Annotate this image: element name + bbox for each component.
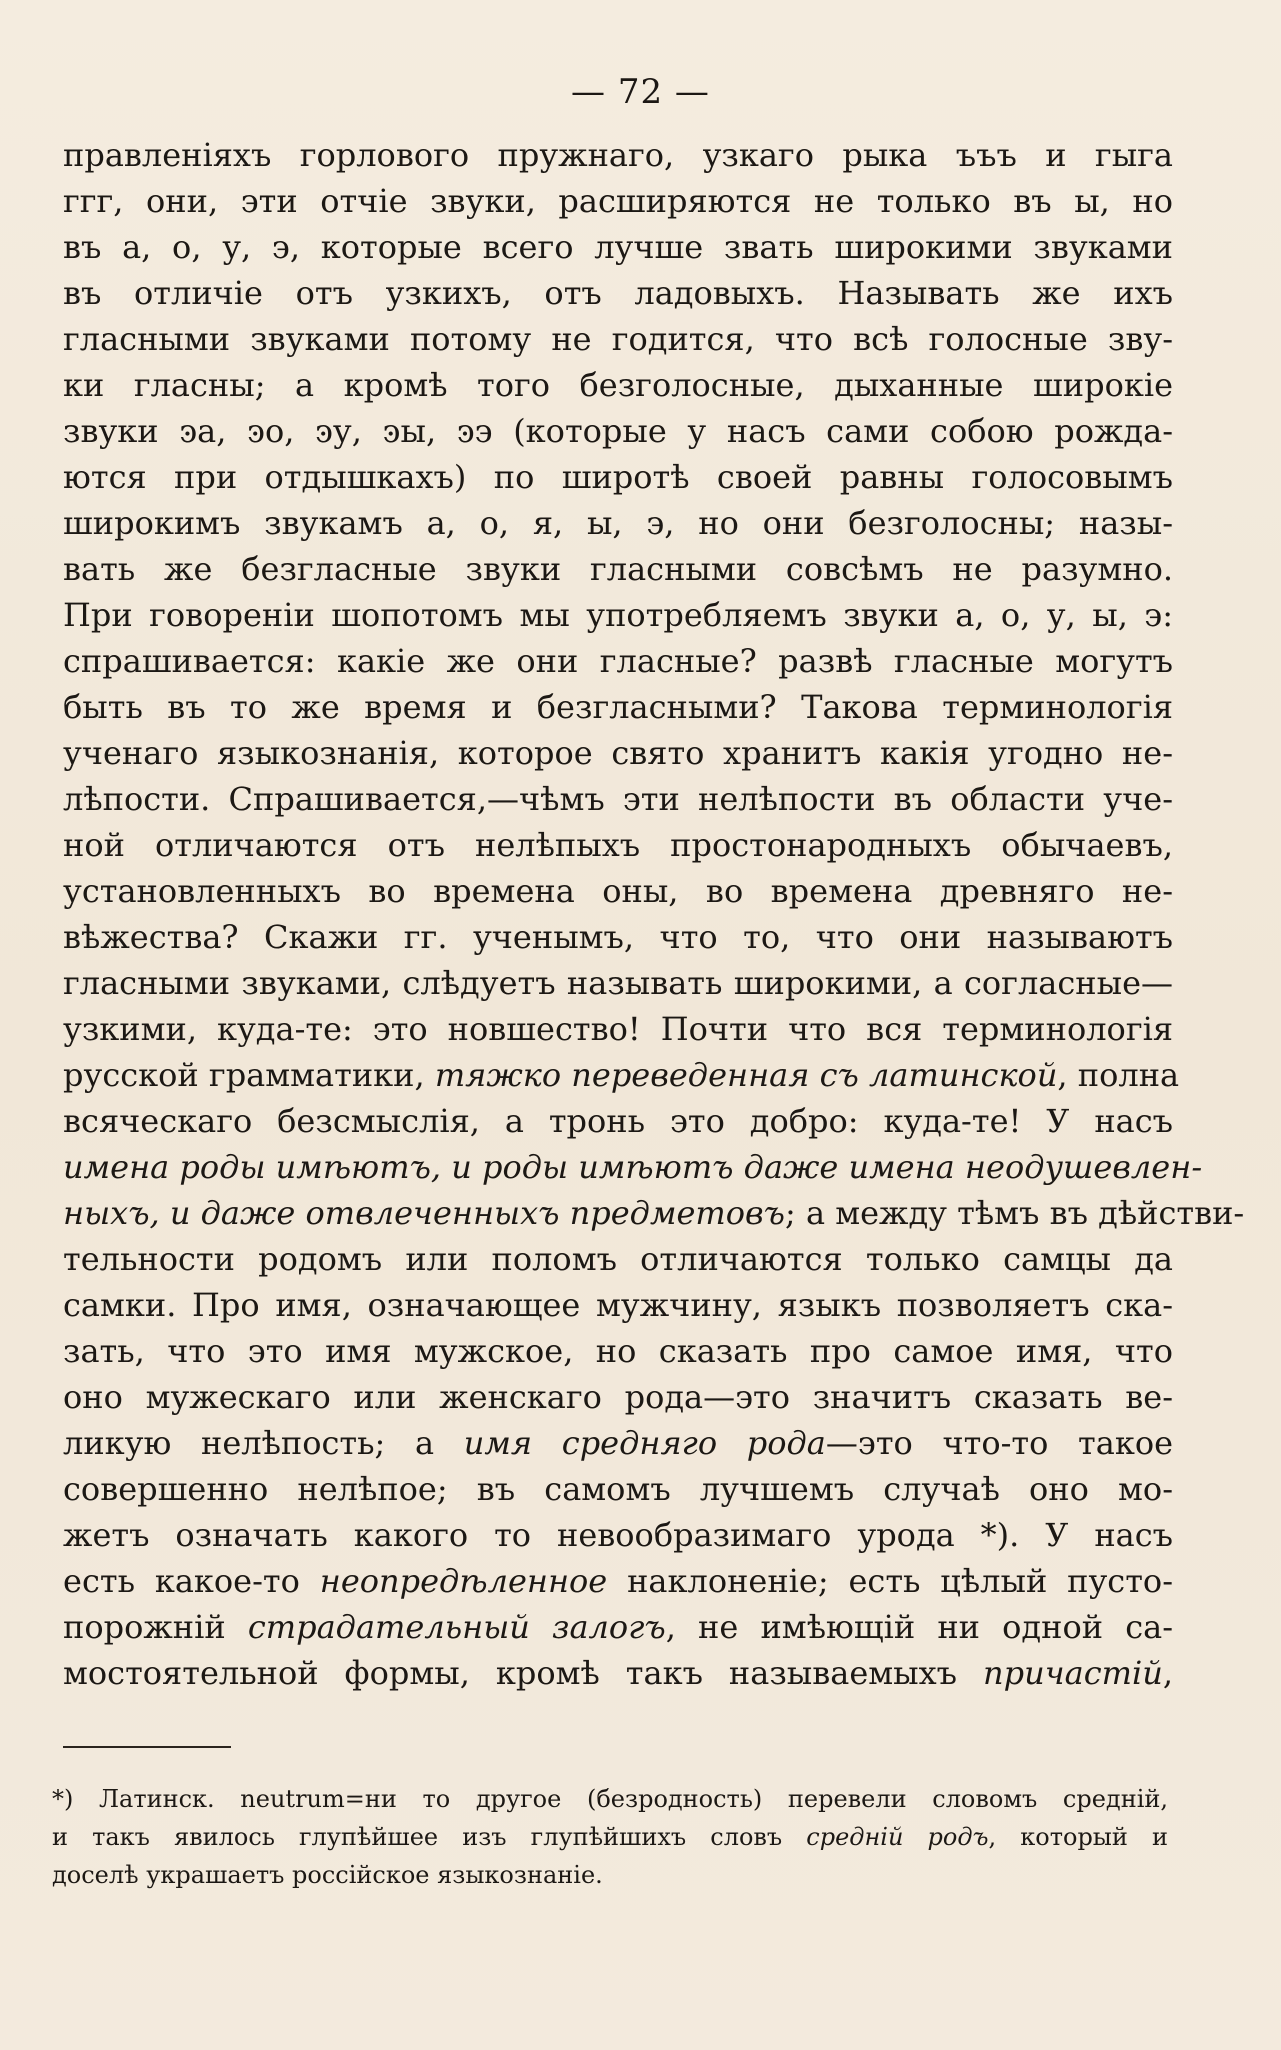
text-span: ной отличаются отъ нелѣпыхъ простонародныхъ обычаевъ,: [63, 826, 1173, 864]
text-line: [63, 868, 1173, 914]
text-line: [63, 1052, 1180, 1098]
text-span: порожній: [63, 1608, 248, 1646]
footnote: [52, 1780, 1168, 1894]
text-span: вѣжества? Скажи гг. ученымъ, что то, что они называютъ: [63, 918, 1173, 956]
text-line: [63, 1144, 1203, 1190]
text-span: звуки ͽа, ͽо, ͽу, ͽы, ͽэ (которые у насъ сами собою рожда-: [63, 412, 1173, 450]
footnote-line: [52, 1818, 1168, 1856]
text-line: [63, 592, 1173, 638]
text-span: *) Латинск. neutrum=ни то другое (безродность) перевели словомъ средній,: [52, 1785, 1168, 1813]
footnote-line: [52, 1856, 1168, 1894]
text-span: всяческаго безсмыслія, а тронь это добро: куда-те! У насъ: [63, 1102, 1173, 1140]
text-span: имя средняго рода: [463, 1424, 826, 1462]
text-span: ггг, они, эти отчіе звуки, расширяются не только въ ы, но: [63, 182, 1173, 220]
text-span: оно мужескаго или женскаго рода—это значитъ сказать ве-: [63, 1378, 1173, 1416]
footnote-divider: [63, 1746, 231, 1748]
text-line: [63, 914, 1173, 960]
body-text: [63, 132, 1245, 1696]
text-line: [63, 1420, 1173, 1466]
text-span: и такъ явилось глупѣйшее изъ глупѣйшихъ словъ: [52, 1823, 807, 1851]
text-span: неопредѣленное: [319, 1562, 608, 1600]
text-span: вать же безгласные звуки гласными совсѣмъ не разумно.: [63, 550, 1173, 588]
text-span: узкими, куда-те: это новшество! Почти что вся терминологія: [63, 1010, 1173, 1048]
text-span: наклоненіе; есть цѣлый пусто-: [607, 1562, 1173, 1600]
footnote-line: [52, 1780, 1168, 1818]
text-span: тяжко переведенная съ латинской: [434, 1056, 1058, 1094]
text-span: страдательный залогъ: [247, 1608, 666, 1646]
text-span: доселѣ украшаетъ россійское языкознаніе.: [52, 1861, 603, 1889]
text-line: [63, 1236, 1173, 1282]
text-line: [63, 684, 1173, 730]
text-span: совершенно нелѣпое; въ самомъ лучшемъ случаѣ оно мо-: [63, 1470, 1173, 1508]
text-line: [63, 270, 1173, 316]
text-span: ; а между тѣмъ въ дѣйстви-: [784, 1194, 1245, 1232]
text-line: [63, 1374, 1173, 1420]
text-span: въ отличіе отъ узкихъ, отъ ладовыхъ. Называть же ихъ: [63, 274, 1173, 312]
text-line: [63, 638, 1173, 684]
text-span: ученаго языкознанія, которое свято хранитъ какія угодно не-: [63, 734, 1173, 772]
text-span: быть въ то же время и безгласными? Такова терминологія: [63, 688, 1173, 726]
text-span: причастій: [983, 1654, 1163, 1692]
text-span: въ а, о, у, э, которые всего лучше звать широкими звуками: [63, 228, 1173, 266]
text-line: [63, 730, 1173, 776]
text-span: ки гласны; а кромѣ того безголосные, дыханные широкіе: [63, 366, 1173, 404]
text-line: [63, 1604, 1173, 1650]
text-line: [63, 362, 1173, 408]
text-line: [63, 546, 1173, 592]
text-line: [63, 454, 1173, 500]
text-span: самки. Про имя, означающее мужчину, языкъ позволяетъ ска-: [63, 1286, 1173, 1324]
text-span: гласными звуками потому не годится, что всѣ голосные зву-: [63, 320, 1173, 358]
text-span: жетъ означать какого то невообразимаго урода *). У насъ: [63, 1516, 1173, 1554]
text-span: имена роды имѣютъ, и роды имѣютъ даже имена неодушевлен-: [63, 1148, 1203, 1186]
text-line: [63, 316, 1173, 362]
text-span: спрашивается: какіе же они гласные? развѣ гласные могутъ: [63, 642, 1173, 680]
text-span: широкимъ звукамъ а, о, я, ы, э, но они безголосны; назы-: [63, 504, 1173, 542]
text-line: [63, 1006, 1173, 1052]
text-line: [63, 178, 1173, 224]
text-line: [63, 1282, 1173, 1328]
text-line: [63, 960, 1173, 1006]
text-line: [63, 500, 1173, 546]
text-line: [63, 776, 1173, 822]
text-span: ликую нелѣпость; а: [63, 1424, 464, 1462]
text-line: [63, 1558, 1173, 1604]
text-span: зать, что это имя мужское, но сказать про самое имя, что: [63, 1332, 1173, 1370]
text-span: есть какое-то: [63, 1562, 320, 1600]
text-span: , который и: [988, 1823, 1168, 1851]
text-span: гласными звуками, слѣдуетъ называть широкими, а согласные—: [63, 964, 1173, 1002]
text-line: [63, 1190, 1245, 1236]
text-span: ются при отдышкахъ) по широтѣ своей равны голосовымъ: [63, 458, 1173, 496]
text-line: [63, 822, 1173, 868]
page-number: — 72 —: [571, 72, 710, 112]
text-span: , полна: [1057, 1056, 1180, 1094]
text-span: лѣпости. Спрашивается,—чѣмъ эти нелѣпости въ области уче-: [63, 780, 1173, 818]
text-span: тельности родомъ или поломъ отличаются только самцы да: [63, 1240, 1173, 1278]
text-span: ныхъ, и даже отвлеченныхъ предметовъ: [63, 1194, 785, 1232]
text-span: —это что-то такое: [825, 1424, 1174, 1462]
text-span: средній родъ: [806, 1823, 989, 1851]
text-line: [63, 1512, 1173, 1558]
text-span: , не имѣющій ни одной са-: [665, 1608, 1174, 1646]
text-line: [63, 224, 1173, 270]
text-span: При говореніи шопотомъ мы употребляемъ звуки а, о, у, ы, э:: [63, 596, 1173, 634]
text-span: установленныхъ во времена оны, во времена древняго не-: [63, 872, 1173, 910]
text-span: мостоятельной формы, кромѣ такъ называемыхъ: [63, 1654, 984, 1692]
text-line: [63, 408, 1173, 454]
text-line: [63, 1098, 1173, 1144]
text-span: ,: [1162, 1654, 1173, 1692]
text-line: [63, 1328, 1173, 1374]
text-span: правленіяхъ горлового пружнаго, узкаго рыка ъъъ и гыга: [63, 136, 1173, 174]
text-span: русской грамматики,: [63, 1056, 435, 1094]
text-line: [63, 1650, 1173, 1696]
text-line: [63, 1466, 1173, 1512]
text-line: [63, 132, 1173, 178]
